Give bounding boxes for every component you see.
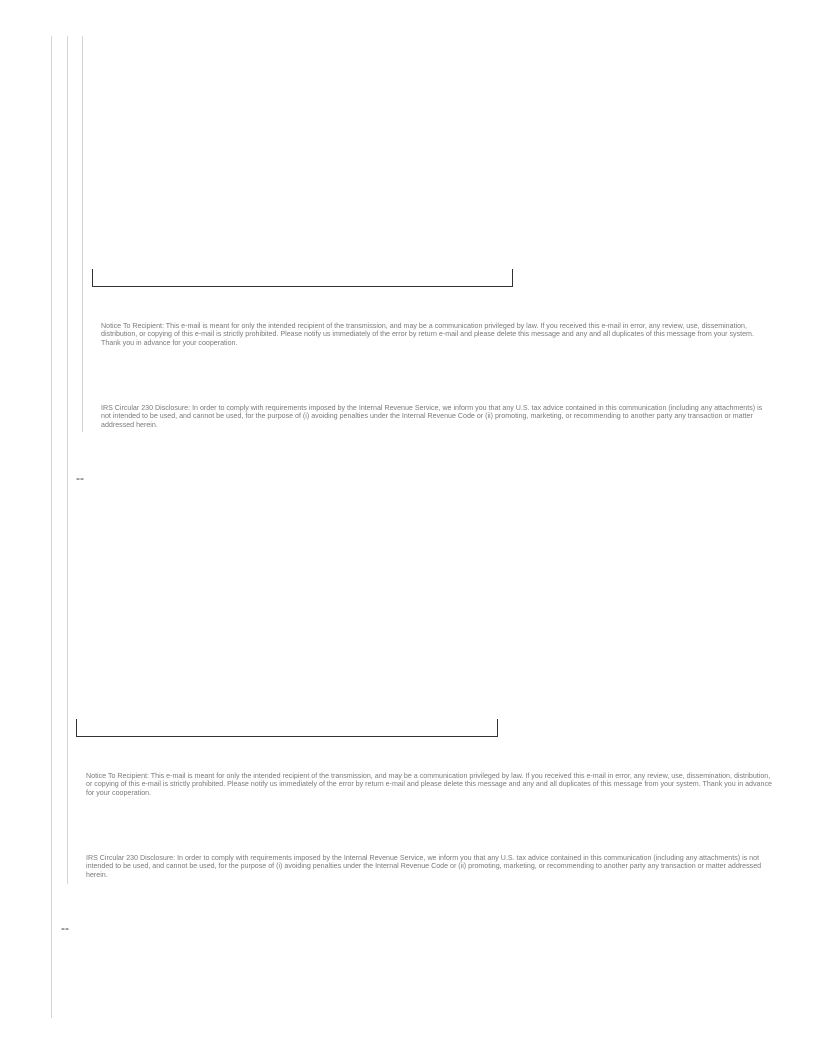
signature-separator-middle: -- [61,921,69,935]
recipient-notice-inner: Notice To Recipient: This e-mail is meant for only the intended recipient of the transmission, and may be a communication privileged by law. If you received this e-mail in error, any review, use, dissemination, distribution, or copying of this e-mail is strictly prohibited. Please notify us immediately of the error by return e-mail and please delete this message and any and all duplicates of this message from your system. Thank you in advance for your cooperation. [101,322,754,347]
quote-bar-inner [82,36,83,432]
irs-disclosure-middle: IRS Circular 230 Disclosure: In order to comply with requirements imposed by the Internal Revenue Service, we inform you that any U.S. tax advice contained in this communication (including any attachments) is not intended to be used, and cannot be used, for the purpose of (i) avoiding penalties under the Internal Revenue Code or (ii) promoting, marketing, or recommending to another party any transaction or matter addressed herein. [86,854,762,879]
empty-box-middle [76,719,498,737]
irs-disclosure-inner: IRS Circular 230 Disclosure: In order to comply with requirements imposed by the Internal Revenue Service, we inform you that any U.S. tax advice contained in this communication (including any attachments) is not intended to be used, and cannot be used, for the purpose of (i) avoiding penalties under the Internal Revenue Code or (ii) promoting, marketing, or recommending to another party any transaction or matter addressed herein. [101,404,763,429]
quote-bar-outer [51,36,52,1018]
recipient-notice-middle: Notice To Recipient: This e-mail is meant for only the intended recipient of the transmission, and may be a communication privileged by law. If you received this e-mail in error, any review, use, dissemination, distribution, or copying of this e-mail is strictly prohibited. Please notify us immediately of the error by return e-mail and please delete this message and any and all duplicates of this message from your system. Thank you in advance for your cooperation. [86,772,772,797]
empty-box-inner [92,269,513,287]
quote-bar-middle [67,36,68,884]
signature-separator-inner: -- [76,471,84,485]
